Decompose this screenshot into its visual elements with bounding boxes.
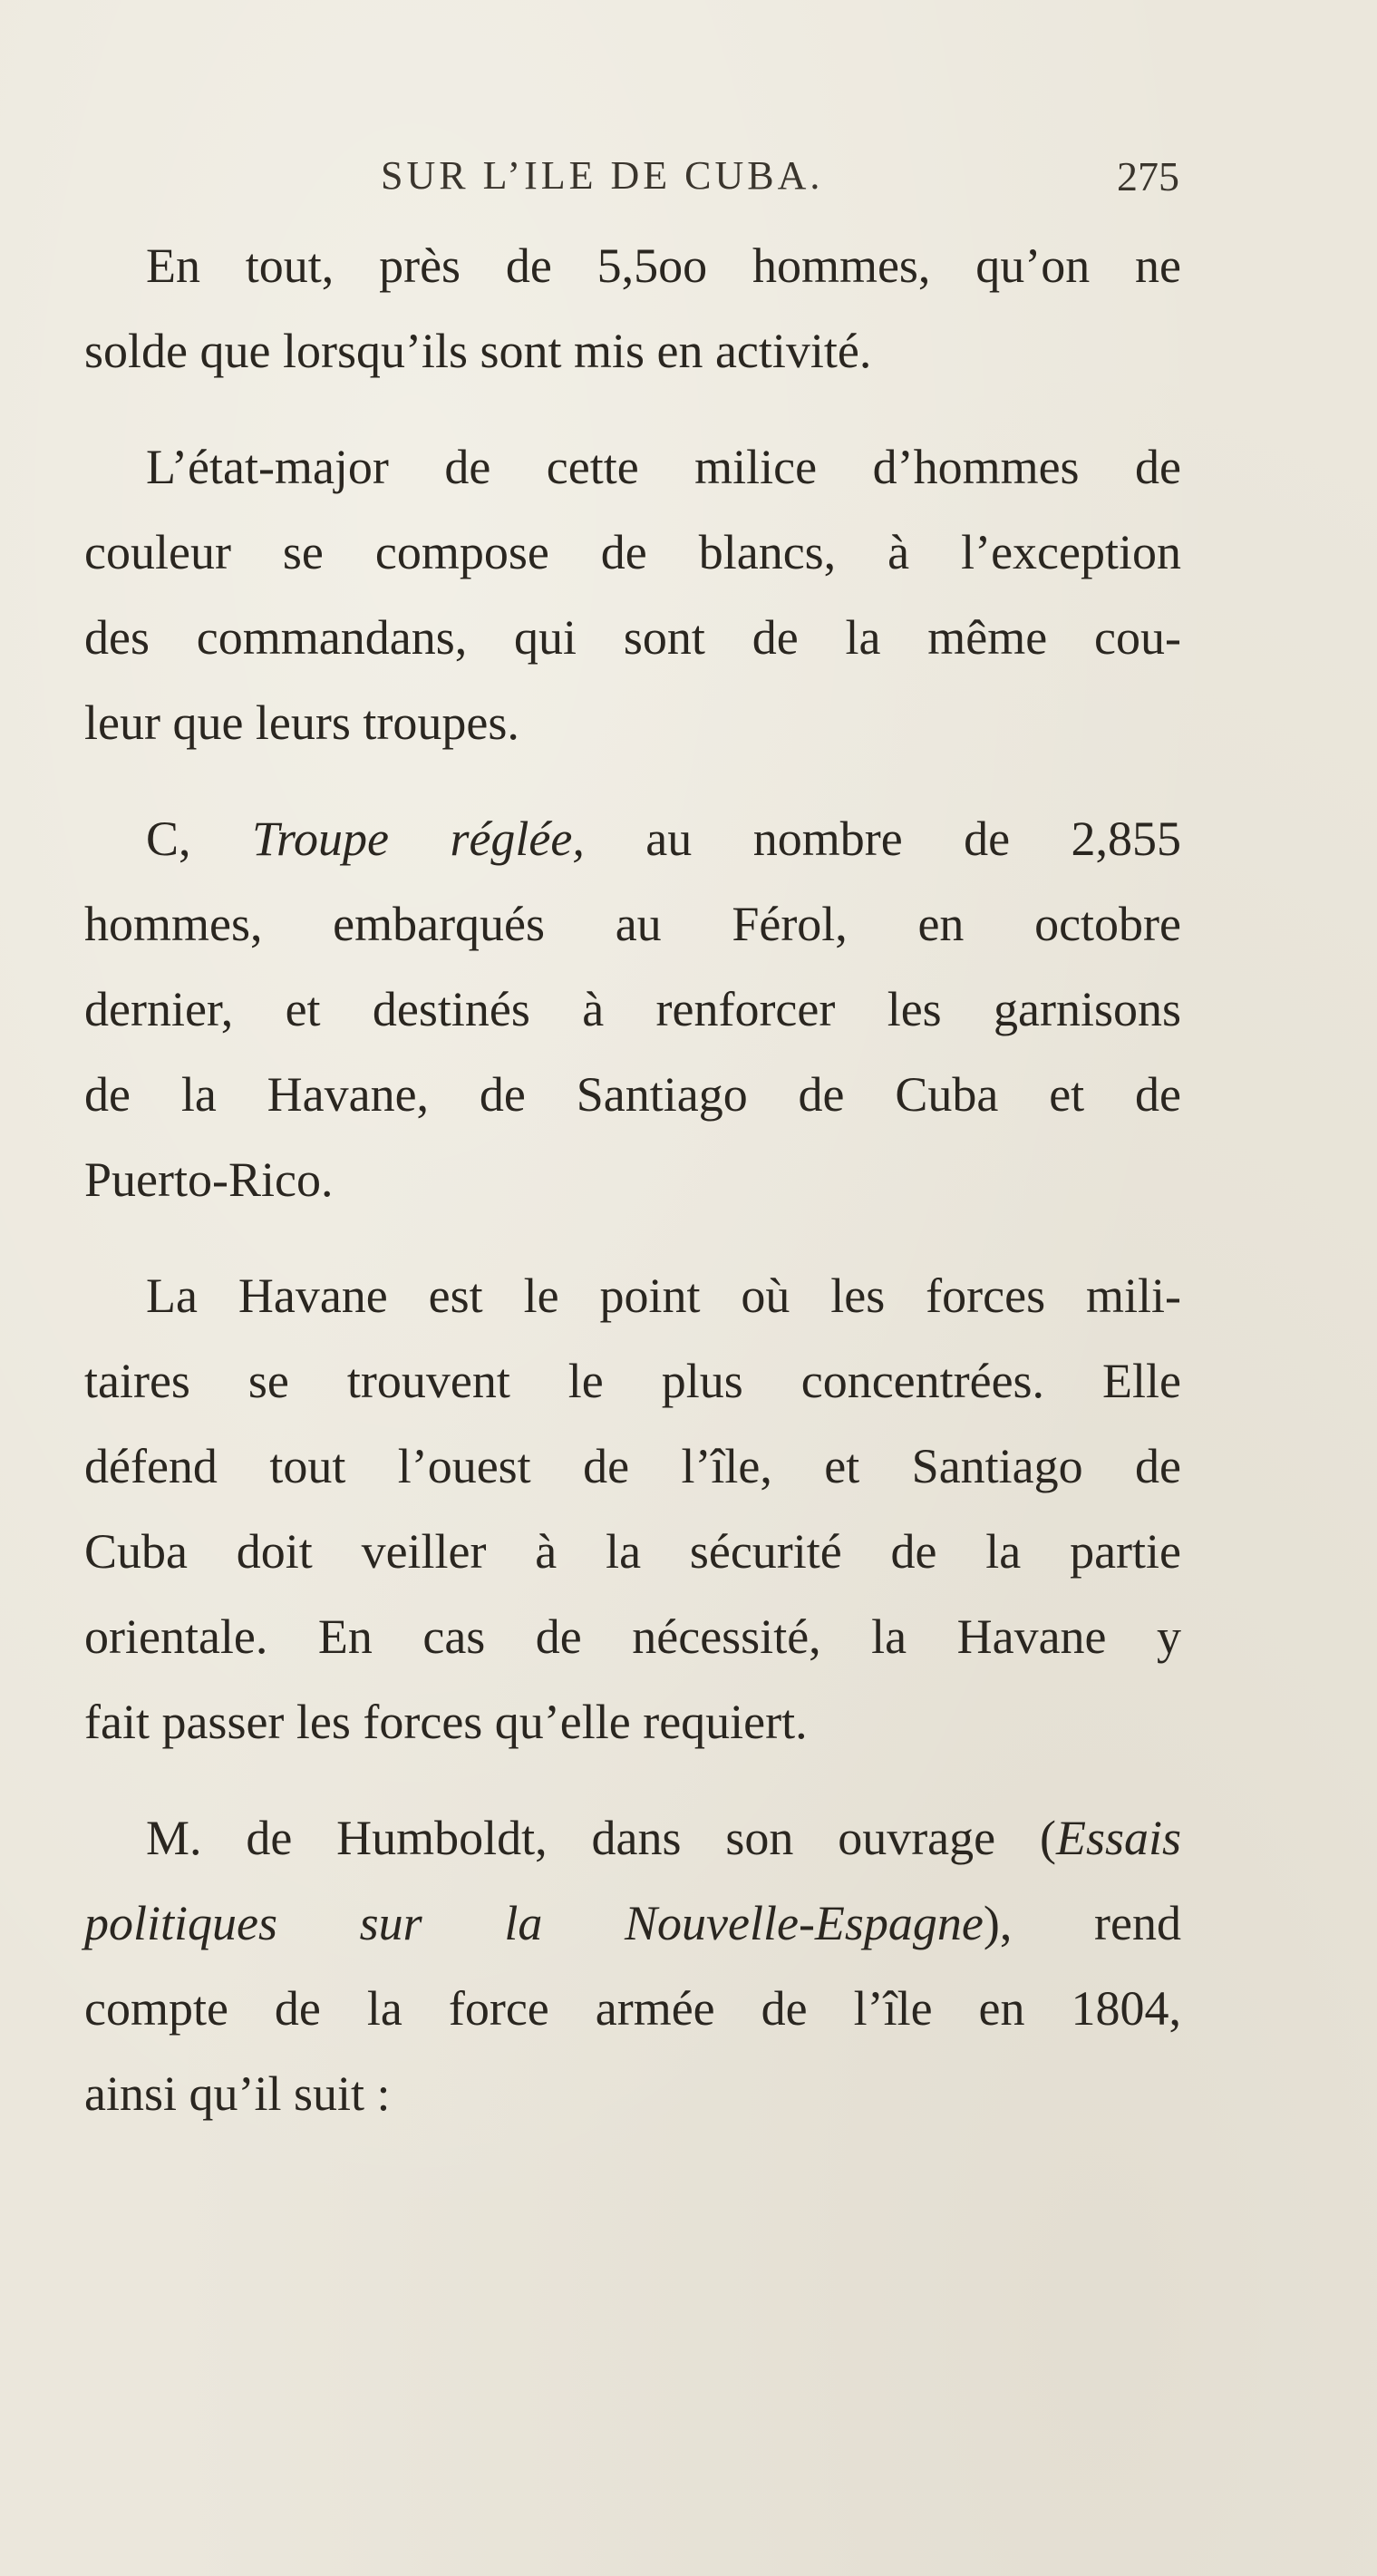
text-line: de la Havane, de Santiago de Cuba et de xyxy=(84,1067,1181,1122)
text-line: fait passer les forces qu’elle requiert. xyxy=(84,1695,808,1749)
text-line: couleur se compose de blancs, à l’exception xyxy=(84,525,1181,579)
text-line: En tout, près de 5,5oo hommes, qu’on ne xyxy=(146,238,1181,293)
text-line: L’état-major de cette milice d’hommes de xyxy=(146,440,1181,494)
text-line: Puerto-Rico. xyxy=(84,1152,334,1207)
text-line: ainsi qu’il suit : xyxy=(84,2066,391,2121)
text-line xyxy=(84,796,1181,881)
paragraph-2 xyxy=(84,424,1181,765)
text-line: défend tout l’ouest de l’île, et Santiago de xyxy=(84,1439,1181,1493)
text-segment: M. de Humboldt, dans son ouvrage ( xyxy=(146,1811,1056,1865)
paragraph-4 xyxy=(84,1253,1181,1764)
body-text xyxy=(84,223,1181,2136)
text-segment: au nombre de 2,855 xyxy=(584,812,1181,866)
italic-text: politiques sur la Nouvelle-Espagne xyxy=(84,1896,984,1950)
text-line: leur que leurs troupes. xyxy=(84,695,519,750)
running-title: SUR L’ILE DE CUBA. xyxy=(381,153,824,198)
text-line: taires se trouvent le plus concentrées. Elle xyxy=(84,1354,1181,1408)
running-head xyxy=(0,152,1377,216)
text-line: hommes, embarqués au Férol, en octobre xyxy=(84,897,1181,951)
text-line: orientale. En cas de nécessité, la Havane y xyxy=(84,1609,1181,1664)
page-number: 275 xyxy=(1117,153,1179,199)
text-line: compte de la force armée de l’île en 1804, xyxy=(84,1981,1181,2036)
text-line: dernier, et destinés à renforcer les garnisons xyxy=(84,982,1181,1036)
text-line: Cuba doit veiller à la sécurité de la partie xyxy=(84,1524,1181,1579)
text-line xyxy=(84,1881,1181,1966)
text-segment: ), rend xyxy=(983,1896,1182,1950)
paragraph-5 xyxy=(84,1795,1181,2136)
paragraph-3 xyxy=(84,796,1181,1222)
text-segment: C, xyxy=(146,812,252,866)
text-line xyxy=(84,1795,1181,1881)
paragraph-1 xyxy=(84,223,1181,394)
text-line: solde que lorsqu’ils sont mis en activité. xyxy=(84,324,872,378)
italic-text: Troupe réglée, xyxy=(251,812,585,866)
text-line: des commandans, qui sont de la même cou- xyxy=(84,610,1181,665)
italic-text: Essais xyxy=(1055,1811,1181,1865)
text-line: La Havane est le point où les forces mili- xyxy=(146,1269,1181,1323)
